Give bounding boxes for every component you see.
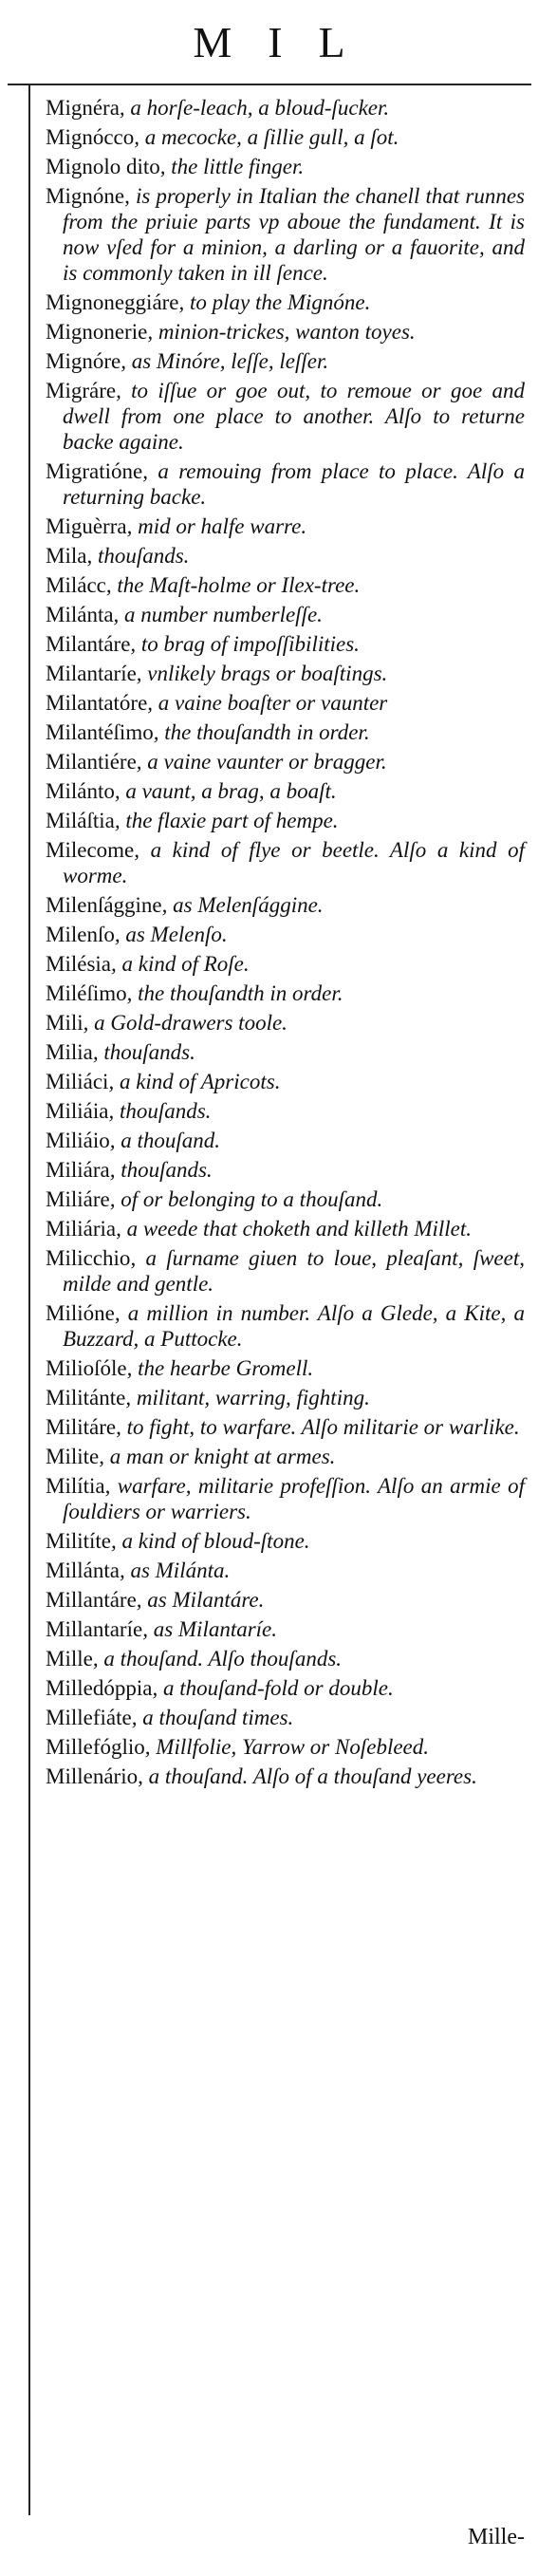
entry-headword: Millantáre xyxy=(46,1588,137,1612)
entry-headword: Milenſággine xyxy=(46,893,162,917)
entry-headword: Millefóglio xyxy=(46,1735,145,1759)
entry-headword: Milantaríe xyxy=(46,662,137,685)
entry-headword: Migráre xyxy=(46,379,117,402)
dictionary-entry xyxy=(46,808,525,833)
entry-definition: , as Melenſággine. xyxy=(161,893,324,917)
dictionary-entry xyxy=(46,1245,525,1297)
entry-definition: , a thouſand. xyxy=(109,1129,221,1152)
entry-headword: Millenário xyxy=(46,1764,139,1788)
entry-headword: Milítia xyxy=(46,1474,105,1498)
dictionary-entry xyxy=(46,1186,525,1212)
entry-definition: , a man or knight at armes. xyxy=(99,1445,336,1468)
dictionary-entry xyxy=(46,154,525,179)
entry-headword: Miliáio xyxy=(46,1129,110,1152)
dictionary-entry xyxy=(46,1300,525,1352)
entry-definition: , a Gold-drawers toole. xyxy=(83,1011,288,1035)
dictionary-entry xyxy=(46,837,525,888)
entry-definition: , Millfolie, Yarrow or Noſebleed. xyxy=(144,1735,430,1759)
entry-headword: Miláſtia xyxy=(46,809,115,832)
entry-definition: , to play the Mignóne. xyxy=(178,290,371,314)
dictionary-entry xyxy=(46,1705,525,1730)
dictionary-entry xyxy=(46,1558,525,1583)
entry-definition: , to fight, to warfare. Alſo militarie or warlike. xyxy=(116,1415,520,1439)
entry-definition: , the thouſandth in order. xyxy=(126,981,343,1005)
entry-headword: Miliáre xyxy=(46,1187,110,1211)
entry-headword: Milenſo xyxy=(46,923,115,946)
entry-definition: , warfare, militarie profeſſion. Alſo an armie of ſouldiers or warriers. xyxy=(63,1474,525,1523)
dictionary-entry xyxy=(46,1444,525,1469)
dictionary-entry xyxy=(46,1646,525,1671)
dictionary-entry xyxy=(46,124,525,150)
entry-headword: Milia xyxy=(46,1040,93,1064)
entry-headword: Mignonerie xyxy=(46,320,148,344)
entry-definition: , the flaxie part of hempe. xyxy=(114,809,339,832)
entry-definition: , thouſands. xyxy=(86,544,190,568)
entry-definition: , of or belonging to a thouſand. xyxy=(109,1187,383,1211)
entry-headword: Mille xyxy=(46,1647,93,1671)
dictionary-entry xyxy=(46,1355,525,1381)
entry-definition: , a vaine boaſter or vaunter xyxy=(147,691,388,715)
entry-definition: , as Milantáre. xyxy=(136,1588,265,1612)
entry-headword: Miliára xyxy=(46,1158,110,1182)
dictionary-entry xyxy=(46,892,525,918)
dictionary-entry xyxy=(46,980,525,1006)
entry-headword: Milecome xyxy=(46,838,135,862)
dictionary-entry xyxy=(46,602,525,627)
entry-headword: Milánta xyxy=(46,603,114,626)
entry-definition: , as Minóre, leſſe, leſſer. xyxy=(121,349,329,373)
entry-headword: Milantatóre xyxy=(46,691,148,715)
entry-definition: , a kind of bloud-ſtone. xyxy=(111,1529,310,1553)
entry-headword: Mili xyxy=(46,1011,83,1035)
entry-definition: , a thouſand-fold or double. xyxy=(152,1676,394,1700)
entry-definition: , thouſands. xyxy=(109,1158,213,1182)
entry-headword: Milantiére xyxy=(46,750,137,774)
entry-definition: , a thouſand. Alſo of a thouſand yeeres. xyxy=(138,1764,477,1788)
entry-definition: , a weede that choketh and killeth Millet. xyxy=(116,1217,473,1241)
entry-definition: , a thouſand. Alſo thouſands. xyxy=(92,1647,343,1671)
entry-headword: Mignolo dito xyxy=(46,155,160,178)
entry-definition: , thouſands. xyxy=(92,1040,195,1064)
catchword: Mille- xyxy=(468,2525,525,2549)
dictionary-entry xyxy=(46,1764,525,1789)
entry-headword: Miléſimo xyxy=(46,981,127,1005)
entry-headword: Milácc xyxy=(46,573,106,597)
dictionary-entry xyxy=(46,458,525,510)
entry-headword: Mignócco xyxy=(46,125,135,149)
dictionary-entry xyxy=(46,690,525,716)
entry-headword: Miliáci xyxy=(46,1070,109,1093)
entry-headword: Millefiáte xyxy=(46,1706,132,1729)
entry-definition: , to iſſue or goe out, to remoue or goe and dwell from one place to another. Alſo to returne backe againe. xyxy=(63,379,525,454)
dictionary-entry xyxy=(46,1734,525,1760)
dictionary-entry xyxy=(46,348,525,374)
entry-definition: , as Melenſo. xyxy=(114,923,228,946)
entry-definition: , is properly in Italian the chanell that runnes from the priuie parts vp aboue the fundament. It is now vſed for a minion, a darling or a fauorite, and is commonly taken in ill ſence. xyxy=(63,184,525,285)
column-rule xyxy=(28,85,30,2515)
dictionary-entry xyxy=(46,1385,525,1410)
entry-definition: , thouſands. xyxy=(108,1099,212,1123)
dictionary-entry xyxy=(46,1528,525,1554)
dictionary-entry xyxy=(46,719,525,745)
entry-headword: Militáre xyxy=(46,1415,117,1439)
entry-definition: , a mecocke, a ſillie gull, a ſot. xyxy=(134,125,399,149)
entry-headword: Miliária xyxy=(46,1217,117,1241)
dictionary-entry xyxy=(46,951,525,977)
dictionary-entry xyxy=(46,1216,525,1241)
dictionary-entry xyxy=(46,1098,525,1124)
entry-headword: Milioſóle xyxy=(46,1356,127,1380)
dictionary-entry xyxy=(46,1157,525,1183)
entry-headword: Miliáia xyxy=(46,1099,109,1123)
entry-definition: , minion-trickes, wanton toyes. xyxy=(147,320,416,344)
entry-definition: , as Milánta. xyxy=(119,1559,231,1582)
entry-definition: , a kind of flye or beetle. Alſo a kind of worme. xyxy=(63,838,525,887)
entry-headword: Mila xyxy=(46,544,87,568)
entry-definition: , a number numberleſſe. xyxy=(113,603,323,626)
dictionary-entry xyxy=(46,1039,525,1065)
entry-headword: Milicchio xyxy=(46,1246,131,1270)
entry-headword: Mignóre xyxy=(46,349,121,373)
entry-definition: , a kind of Apricots. xyxy=(108,1070,281,1093)
dictionary-entry xyxy=(46,378,525,455)
entry-definition: , a thouſand times. xyxy=(131,1706,294,1729)
entry-headword: Mignéra xyxy=(46,96,120,120)
dictionary-entry xyxy=(46,1128,525,1153)
entry-headword: Milióne xyxy=(46,1301,115,1325)
entry-definition: , a ſurname giuen to loue, pleaſant, ſweet, milde and gentle. xyxy=(63,1246,525,1296)
entry-definition: , the hearbe Gromell. xyxy=(126,1356,314,1380)
entry-definition: , the thouſandth in order. xyxy=(153,720,370,744)
dictionary-entry xyxy=(46,1069,525,1094)
dictionary-entry xyxy=(46,543,525,569)
entry-headword: Milledóppia xyxy=(46,1676,153,1700)
entry-definition: , militant, warring, fighting. xyxy=(125,1386,370,1409)
dictionary-entry xyxy=(46,572,525,598)
entry-headword: Milésia xyxy=(46,952,111,976)
entry-definition: , a vaunt, a brag, a boaſt. xyxy=(114,779,337,803)
entry-headword: Mignoneggiáre xyxy=(46,290,179,314)
entry-definition: , a horſe-leach, a bloud-ſucker. xyxy=(119,96,390,120)
entry-definition: , a million in number. Alſo a Glede, a Kite, a Buzzard, a Puttocke. xyxy=(63,1301,525,1351)
dictionary-entry xyxy=(46,289,525,315)
dictionary-entry xyxy=(46,1414,525,1440)
dictionary-entry xyxy=(46,631,525,657)
entry-definition: , a vaine vaunter or bragger. xyxy=(136,750,387,774)
entry-headword: Militíte xyxy=(46,1529,111,1553)
entry-headword: Militánte xyxy=(46,1386,126,1409)
dictionary-entry xyxy=(46,1010,525,1036)
dictionary-entries xyxy=(46,95,525,1793)
entry-definition: , a remouing from place to place. Alſo a returning backe. xyxy=(63,459,525,509)
dictionary-entry xyxy=(46,513,525,539)
entry-headword: Miguèrra xyxy=(46,514,127,538)
entry-definition: , vnlikely brags or boaſtings. xyxy=(136,662,388,685)
dictionary-entry xyxy=(46,95,525,121)
dictionary-entry xyxy=(46,1675,525,1701)
entry-definition: , to brag of impoſſibilities. xyxy=(130,632,360,656)
entry-headword: Millantaríe xyxy=(46,1617,143,1641)
entry-definition: , the Maſt-holme or Ilex-tree. xyxy=(105,573,361,597)
entry-definition: , the little finger. xyxy=(159,155,305,178)
dictionary-entry xyxy=(46,319,525,345)
entry-definition: , as Milantaríe. xyxy=(142,1617,278,1641)
entry-headword: Milantéſimo xyxy=(46,720,154,744)
dictionary-entry xyxy=(46,1616,525,1642)
entry-headword: Millánta xyxy=(46,1559,120,1582)
page-header: MIL xyxy=(193,18,381,66)
dictionary-entry xyxy=(46,661,525,686)
dictionary-entry xyxy=(46,1473,525,1524)
entry-headword: Milantáre xyxy=(46,632,131,656)
dictionary-entry xyxy=(46,922,525,947)
dictionary-entry xyxy=(46,183,525,286)
entry-headword: Milánto xyxy=(46,779,115,803)
dictionary-entry xyxy=(46,749,525,775)
header-rule xyxy=(8,84,531,85)
entry-headword: Milite xyxy=(46,1445,100,1468)
dictionary-entry xyxy=(46,1587,525,1613)
entry-headword: Mignóne xyxy=(46,184,125,208)
dictionary-entry xyxy=(46,778,525,804)
entry-definition: , mid or halfe warre. xyxy=(126,514,307,538)
entry-definition: , a kind of Roſe. xyxy=(111,952,250,976)
entry-headword: Migratióne xyxy=(46,459,143,483)
